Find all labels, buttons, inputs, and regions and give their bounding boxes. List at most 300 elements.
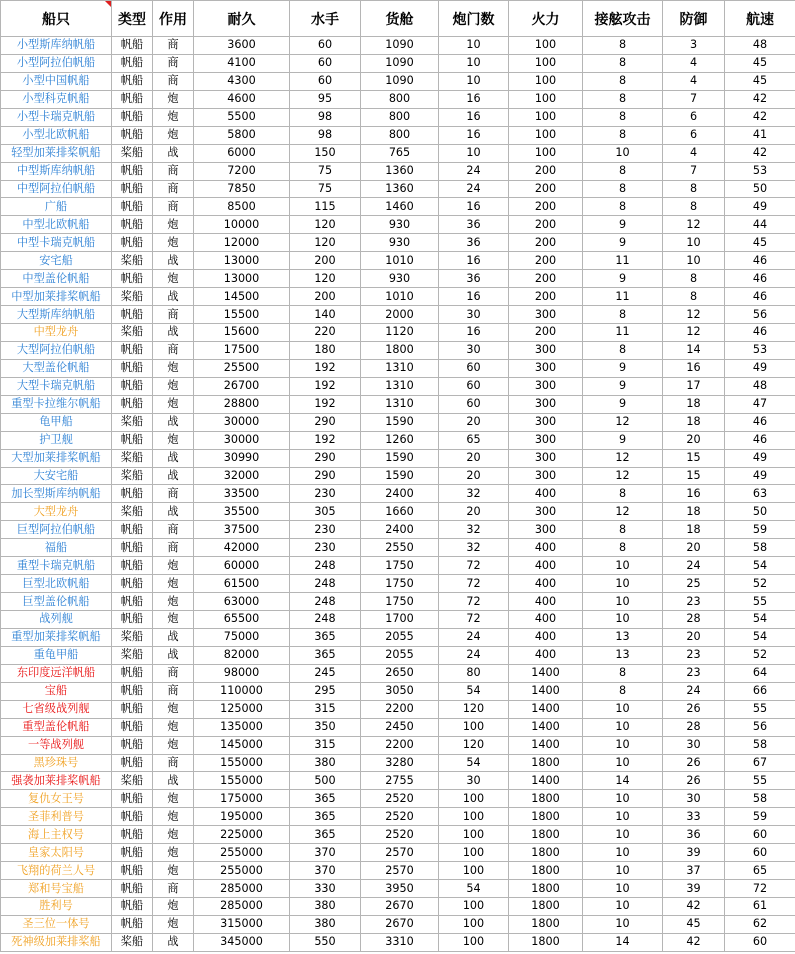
cell-type[interactable]: 帆船 [112, 377, 153, 395]
cell-speed[interactable]: 58 [725, 539, 795, 557]
cell-sailors[interactable]: 330 [290, 880, 361, 898]
cell-durability[interactable]: 13000 [194, 252, 290, 270]
cell-role[interactable]: 炮 [153, 611, 194, 629]
cell-gunports[interactable]: 16 [439, 126, 509, 144]
cell-role[interactable]: 商 [153, 54, 194, 72]
cell-sailors[interactable]: 60 [290, 72, 361, 90]
cell-firepower[interactable]: 300 [509, 467, 583, 485]
cell-ship-name[interactable]: 黑珍珠号 [1, 754, 112, 772]
cell-speed[interactable]: 46 [725, 252, 795, 270]
cell-type[interactable]: 帆船 [112, 808, 153, 826]
cell-defense[interactable]: 28 [663, 718, 725, 736]
cell-ship-name[interactable]: 福船 [1, 539, 112, 557]
cell-cargo[interactable]: 800 [361, 90, 439, 108]
cell-firepower[interactable]: 400 [509, 485, 583, 503]
cell-cargo[interactable]: 2570 [361, 862, 439, 880]
cell-cargo[interactable]: 3050 [361, 682, 439, 700]
cell-speed[interactable]: 55 [725, 700, 795, 718]
cell-speed[interactable]: 49 [725, 467, 795, 485]
cell-firepower[interactable]: 200 [509, 288, 583, 306]
cell-type[interactable]: 帆船 [112, 826, 153, 844]
cell-gunports[interactable]: 30 [439, 341, 509, 359]
cell-durability[interactable]: 65500 [194, 611, 290, 629]
cell-cargo[interactable]: 1090 [361, 37, 439, 55]
cell-defense[interactable]: 18 [663, 413, 725, 431]
cell-type[interactable]: 帆船 [112, 790, 153, 808]
cell-boarding[interactable]: 9 [583, 216, 663, 234]
cell-cargo[interactable]: 1360 [361, 162, 439, 180]
cell-defense[interactable]: 14 [663, 341, 725, 359]
cell-ship-name[interactable]: 小型斯库纳帆船 [1, 37, 112, 55]
cell-sailors[interactable]: 380 [290, 898, 361, 916]
cell-boarding[interactable]: 10 [583, 862, 663, 880]
cell-firepower[interactable]: 100 [509, 126, 583, 144]
cell-cargo[interactable]: 3280 [361, 754, 439, 772]
cell-gunports[interactable]: 32 [439, 485, 509, 503]
cell-ship-name[interactable]: 重型盖伦帆船 [1, 718, 112, 736]
cell-role[interactable]: 战 [153, 144, 194, 162]
cell-cargo[interactable]: 1310 [361, 395, 439, 413]
cell-defense[interactable]: 23 [663, 664, 725, 682]
cell-durability[interactable]: 35500 [194, 503, 290, 521]
cell-defense[interactable]: 26 [663, 772, 725, 790]
header-cargo[interactable] [361, 1, 439, 37]
cell-gunports[interactable]: 100 [439, 790, 509, 808]
cell-gunports[interactable]: 30 [439, 772, 509, 790]
cell-defense[interactable]: 8 [663, 270, 725, 288]
cell-role[interactable]: 炮 [153, 377, 194, 395]
cell-cargo[interactable]: 1590 [361, 413, 439, 431]
cell-type[interactable]: 帆船 [112, 682, 153, 700]
cell-defense[interactable]: 42 [663, 898, 725, 916]
cell-gunports[interactable]: 100 [439, 898, 509, 916]
cell-cargo[interactable]: 800 [361, 126, 439, 144]
cell-defense[interactable]: 16 [663, 485, 725, 503]
cell-durability[interactable]: 315000 [194, 915, 290, 933]
cell-boarding[interactable]: 10 [583, 826, 663, 844]
cell-boarding[interactable]: 8 [583, 341, 663, 359]
cell-ship-name[interactable]: 小型北欧帆船 [1, 126, 112, 144]
cell-speed[interactable]: 53 [725, 341, 795, 359]
header-role[interactable] [153, 1, 194, 37]
cell-defense[interactable]: 24 [663, 557, 725, 575]
cell-firepower[interactable]: 1800 [509, 754, 583, 772]
cell-cargo[interactable]: 1090 [361, 72, 439, 90]
cell-speed[interactable]: 54 [725, 628, 795, 646]
cell-durability[interactable]: 6000 [194, 144, 290, 162]
cell-sailors[interactable]: 365 [290, 826, 361, 844]
cell-defense[interactable]: 39 [663, 844, 725, 862]
cell-type[interactable]: 帆船 [112, 844, 153, 862]
cell-sailors[interactable]: 120 [290, 234, 361, 252]
cell-defense[interactable]: 17 [663, 377, 725, 395]
cell-ship-name[interactable]: 重型卡瑞克帆船 [1, 557, 112, 575]
cell-gunports[interactable]: 60 [439, 395, 509, 413]
cell-type[interactable]: 帆船 [112, 485, 153, 503]
cell-role[interactable]: 炮 [153, 808, 194, 826]
cell-defense[interactable]: 8 [663, 288, 725, 306]
cell-boarding[interactable]: 8 [583, 162, 663, 180]
header-boarding[interactable] [583, 1, 663, 37]
cell-type[interactable]: 桨船 [112, 933, 153, 951]
cell-sailors[interactable]: 192 [290, 377, 361, 395]
cell-sailors[interactable]: 248 [290, 557, 361, 575]
cell-type[interactable]: 桨船 [112, 628, 153, 646]
cell-sailors[interactable]: 380 [290, 915, 361, 933]
cell-cargo[interactable]: 2650 [361, 664, 439, 682]
cell-type[interactable]: 帆船 [112, 718, 153, 736]
cell-firepower[interactable]: 1800 [509, 933, 583, 951]
cell-boarding[interactable]: 12 [583, 449, 663, 467]
cell-gunports[interactable]: 72 [439, 593, 509, 611]
cell-ship-name[interactable]: 小型中国帆船 [1, 72, 112, 90]
cell-sailors[interactable]: 60 [290, 54, 361, 72]
cell-ship-name[interactable]: 宝船 [1, 682, 112, 700]
cell-firepower[interactable]: 300 [509, 449, 583, 467]
cell-ship-name[interactable]: 中型龙舟 [1, 324, 112, 342]
cell-boarding[interactable]: 9 [583, 359, 663, 377]
cell-sailors[interactable]: 365 [290, 646, 361, 664]
cell-ship-name[interactable]: 皇家太阳号 [1, 844, 112, 862]
cell-type[interactable]: 帆船 [112, 216, 153, 234]
cell-firepower[interactable]: 400 [509, 628, 583, 646]
cell-speed[interactable]: 46 [725, 431, 795, 449]
cell-ship-name[interactable]: 郑和号宝船 [1, 880, 112, 898]
cell-speed[interactable]: 67 [725, 754, 795, 772]
cell-boarding[interactable]: 10 [583, 575, 663, 593]
cell-gunports[interactable]: 100 [439, 808, 509, 826]
cell-ship-name[interactable]: 战列舰 [1, 611, 112, 629]
cell-sailors[interactable]: 290 [290, 413, 361, 431]
cell-sailors[interactable]: 500 [290, 772, 361, 790]
cell-firepower[interactable]: 400 [509, 593, 583, 611]
cell-role[interactable]: 炮 [153, 395, 194, 413]
cell-durability[interactable]: 42000 [194, 539, 290, 557]
header-speed[interactable] [725, 1, 795, 37]
cell-firepower[interactable]: 200 [509, 234, 583, 252]
cell-boarding[interactable]: 14 [583, 933, 663, 951]
cell-sailors[interactable]: 98 [290, 108, 361, 126]
cell-speed[interactable]: 65 [725, 862, 795, 880]
cell-durability[interactable]: 285000 [194, 898, 290, 916]
cell-cargo[interactable]: 1800 [361, 341, 439, 359]
cell-firepower[interactable]: 1400 [509, 682, 583, 700]
cell-defense[interactable]: 10 [663, 234, 725, 252]
cell-speed[interactable]: 55 [725, 593, 795, 611]
cell-ship-name[interactable]: 圣菲利普号 [1, 808, 112, 826]
cell-durability[interactable]: 15500 [194, 306, 290, 324]
cell-type[interactable]: 帆船 [112, 198, 153, 216]
cell-sailors[interactable]: 200 [290, 288, 361, 306]
cell-gunports[interactable]: 20 [439, 503, 509, 521]
cell-type[interactable]: 帆船 [112, 341, 153, 359]
cell-gunports[interactable]: 100 [439, 718, 509, 736]
cell-cargo[interactable]: 1310 [361, 377, 439, 395]
cell-type[interactable]: 帆船 [112, 306, 153, 324]
cell-durability[interactable]: 125000 [194, 700, 290, 718]
cell-cargo[interactable]: 1090 [361, 54, 439, 72]
cell-firepower[interactable]: 1400 [509, 700, 583, 718]
cell-boarding[interactable]: 10 [583, 790, 663, 808]
cell-ship-name[interactable]: 轻型加莱排桨帆船 [1, 144, 112, 162]
cell-sailors[interactable]: 95 [290, 90, 361, 108]
cell-sailors[interactable]: 365 [290, 808, 361, 826]
cell-role[interactable]: 炮 [153, 826, 194, 844]
cell-speed[interactable]: 66 [725, 682, 795, 700]
header-durability[interactable] [194, 1, 290, 37]
header-defense[interactable] [663, 1, 725, 37]
cell-gunports[interactable]: 100 [439, 862, 509, 880]
cell-defense[interactable]: 20 [663, 628, 725, 646]
cell-cargo[interactable]: 2200 [361, 736, 439, 754]
cell-ship-name[interactable]: 小型科克帆船 [1, 90, 112, 108]
cell-boarding[interactable]: 8 [583, 108, 663, 126]
cell-sailors[interactable]: 365 [290, 628, 361, 646]
cell-defense[interactable]: 37 [663, 862, 725, 880]
cell-sailors[interactable]: 192 [290, 359, 361, 377]
cell-durability[interactable]: 7200 [194, 162, 290, 180]
cell-ship-name[interactable]: 海上主权号 [1, 826, 112, 844]
cell-firepower[interactable]: 300 [509, 377, 583, 395]
cell-defense[interactable]: 18 [663, 395, 725, 413]
cell-ship-name[interactable]: 安宅船 [1, 252, 112, 270]
cell-speed[interactable]: 49 [725, 198, 795, 216]
cell-ship-name[interactable]: 小型阿拉伯帆船 [1, 54, 112, 72]
cell-gunports[interactable]: 24 [439, 180, 509, 198]
cell-gunports[interactable]: 120 [439, 700, 509, 718]
cell-defense[interactable]: 24 [663, 682, 725, 700]
cell-speed[interactable]: 62 [725, 915, 795, 933]
cell-role[interactable]: 炮 [153, 216, 194, 234]
cell-ship-name[interactable]: 龟甲船 [1, 413, 112, 431]
cell-ship-name[interactable]: 中型加莱排桨帆船 [1, 288, 112, 306]
cell-type[interactable]: 桨船 [112, 467, 153, 485]
cell-role[interactable]: 炮 [153, 234, 194, 252]
cell-boarding[interactable]: 9 [583, 377, 663, 395]
cell-speed[interactable]: 58 [725, 790, 795, 808]
cell-sailors[interactable]: 315 [290, 736, 361, 754]
cell-defense[interactable]: 8 [663, 198, 725, 216]
cell-role[interactable]: 战 [153, 933, 194, 951]
cell-firepower[interactable]: 200 [509, 180, 583, 198]
cell-firepower[interactable]: 1800 [509, 915, 583, 933]
cell-boarding[interactable]: 8 [583, 54, 663, 72]
cell-durability[interactable]: 28800 [194, 395, 290, 413]
cell-speed[interactable]: 52 [725, 575, 795, 593]
cell-firepower[interactable]: 400 [509, 646, 583, 664]
cell-boarding[interactable]: 10 [583, 754, 663, 772]
cell-cargo[interactable]: 930 [361, 216, 439, 234]
cell-firepower[interactable]: 400 [509, 575, 583, 593]
cell-durability[interactable]: 225000 [194, 826, 290, 844]
cell-type[interactable]: 桨船 [112, 449, 153, 467]
cell-ship-name[interactable]: 重型加莱排桨帆船 [1, 628, 112, 646]
cell-ship-name[interactable]: 大型阿拉伯帆船 [1, 341, 112, 359]
cell-speed[interactable]: 61 [725, 898, 795, 916]
cell-role[interactable]: 战 [153, 646, 194, 664]
cell-ship-name[interactable]: 中型北欧帆船 [1, 216, 112, 234]
cell-ship-name[interactable]: 广船 [1, 198, 112, 216]
cell-speed[interactable]: 46 [725, 324, 795, 342]
cell-defense[interactable]: 4 [663, 144, 725, 162]
cell-firepower[interactable]: 200 [509, 198, 583, 216]
cell-type[interactable]: 帆船 [112, 862, 153, 880]
cell-type[interactable]: 帆船 [112, 754, 153, 772]
cell-type[interactable]: 帆船 [112, 880, 153, 898]
cell-speed[interactable]: 64 [725, 664, 795, 682]
cell-boarding[interactable]: 10 [583, 808, 663, 826]
cell-sailors[interactable]: 315 [290, 700, 361, 718]
cell-type[interactable]: 帆船 [112, 898, 153, 916]
cell-speed[interactable]: 59 [725, 808, 795, 826]
cell-firepower[interactable]: 1800 [509, 880, 583, 898]
cell-durability[interactable]: 4300 [194, 72, 290, 90]
cell-firepower[interactable]: 300 [509, 521, 583, 539]
cell-sailors[interactable]: 248 [290, 593, 361, 611]
cell-cargo[interactable]: 930 [361, 234, 439, 252]
cell-role[interactable]: 炮 [153, 862, 194, 880]
cell-type[interactable]: 桨船 [112, 413, 153, 431]
cell-speed[interactable]: 42 [725, 144, 795, 162]
cell-defense[interactable]: 4 [663, 54, 725, 72]
cell-speed[interactable]: 46 [725, 270, 795, 288]
cell-cargo[interactable]: 2000 [361, 306, 439, 324]
cell-type[interactable]: 桨船 [112, 288, 153, 306]
cell-defense[interactable]: 30 [663, 736, 725, 754]
cell-boarding[interactable]: 14 [583, 772, 663, 790]
cell-sailors[interactable]: 230 [290, 521, 361, 539]
cell-sailors[interactable]: 180 [290, 341, 361, 359]
cell-role[interactable]: 战 [153, 252, 194, 270]
cell-firepower[interactable]: 1800 [509, 808, 583, 826]
cell-speed[interactable]: 55 [725, 772, 795, 790]
cell-cargo[interactable]: 2055 [361, 646, 439, 664]
cell-role[interactable]: 炮 [153, 575, 194, 593]
cell-role[interactable]: 商 [153, 180, 194, 198]
cell-sailors[interactable]: 75 [290, 162, 361, 180]
cell-ship-name[interactable]: 大型盖伦帆船 [1, 359, 112, 377]
cell-firepower[interactable]: 200 [509, 216, 583, 234]
cell-role[interactable]: 炮 [153, 431, 194, 449]
cell-firepower[interactable]: 1800 [509, 790, 583, 808]
cell-cargo[interactable]: 1010 [361, 288, 439, 306]
cell-durability[interactable]: 285000 [194, 880, 290, 898]
cell-ship-name[interactable]: 中型盖伦帆船 [1, 270, 112, 288]
cell-defense[interactable]: 7 [663, 90, 725, 108]
header-firepower[interactable] [509, 1, 583, 37]
cell-gunports[interactable]: 16 [439, 90, 509, 108]
cell-role[interactable]: 商 [153, 341, 194, 359]
cell-durability[interactable]: 255000 [194, 844, 290, 862]
cell-firepower[interactable]: 300 [509, 341, 583, 359]
cell-role[interactable]: 商 [153, 37, 194, 55]
cell-durability[interactable]: 82000 [194, 646, 290, 664]
cell-gunports[interactable]: 54 [439, 682, 509, 700]
cell-role[interactable]: 战 [153, 772, 194, 790]
cell-role[interactable]: 炮 [153, 898, 194, 916]
cell-boarding[interactable]: 10 [583, 844, 663, 862]
cell-defense[interactable]: 25 [663, 575, 725, 593]
cell-firepower[interactable]: 100 [509, 108, 583, 126]
cell-durability[interactable]: 33500 [194, 485, 290, 503]
cell-role[interactable]: 炮 [153, 593, 194, 611]
cell-cargo[interactable]: 2670 [361, 915, 439, 933]
cell-sailors[interactable]: 230 [290, 485, 361, 503]
cell-boarding[interactable]: 9 [583, 431, 663, 449]
cell-durability[interactable]: 8500 [194, 198, 290, 216]
cell-speed[interactable]: 46 [725, 413, 795, 431]
cell-type[interactable]: 帆船 [112, 395, 153, 413]
cell-cargo[interactable]: 2520 [361, 826, 439, 844]
cell-gunports[interactable]: 20 [439, 413, 509, 431]
cell-ship-name[interactable]: 七省级战列舰 [1, 700, 112, 718]
cell-cargo[interactable]: 1700 [361, 611, 439, 629]
cell-ship-name[interactable]: 复仇女王号 [1, 790, 112, 808]
cell-speed[interactable]: 45 [725, 234, 795, 252]
cell-type[interactable]: 帆船 [112, 234, 153, 252]
cell-sailors[interactable]: 290 [290, 449, 361, 467]
cell-firepower[interactable]: 400 [509, 611, 583, 629]
cell-boarding[interactable]: 8 [583, 664, 663, 682]
cell-sailors[interactable]: 120 [290, 216, 361, 234]
cell-gunports[interactable]: 60 [439, 377, 509, 395]
cell-cargo[interactable]: 2520 [361, 808, 439, 826]
cell-cargo[interactable]: 1010 [361, 252, 439, 270]
cell-role[interactable]: 战 [153, 503, 194, 521]
cell-cargo[interactable]: 1310 [361, 359, 439, 377]
cell-speed[interactable]: 63 [725, 485, 795, 503]
cell-durability[interactable]: 5500 [194, 108, 290, 126]
cell-gunports[interactable]: 16 [439, 108, 509, 126]
cell-boarding[interactable]: 11 [583, 288, 663, 306]
cell-cargo[interactable]: 1590 [361, 449, 439, 467]
cell-type[interactable]: 桨船 [112, 144, 153, 162]
cell-ship-name[interactable]: 护卫舰 [1, 431, 112, 449]
cell-defense[interactable]: 28 [663, 611, 725, 629]
cell-cargo[interactable]: 2670 [361, 898, 439, 916]
cell-gunports[interactable]: 54 [439, 880, 509, 898]
cell-durability[interactable]: 30000 [194, 431, 290, 449]
cell-role[interactable]: 商 [153, 521, 194, 539]
cell-role[interactable]: 商 [153, 664, 194, 682]
cell-firepower[interactable]: 100 [509, 72, 583, 90]
cell-role[interactable]: 商 [153, 539, 194, 557]
cell-defense[interactable]: 15 [663, 449, 725, 467]
cell-speed[interactable]: 45 [725, 72, 795, 90]
cell-firepower[interactable]: 1400 [509, 736, 583, 754]
cell-durability[interactable]: 3600 [194, 37, 290, 55]
cell-speed[interactable]: 52 [725, 646, 795, 664]
cell-type[interactable]: 帆船 [112, 539, 153, 557]
cell-type[interactable]: 帆船 [112, 72, 153, 90]
cell-defense[interactable]: 20 [663, 431, 725, 449]
cell-gunports[interactable]: 100 [439, 844, 509, 862]
cell-firepower[interactable]: 300 [509, 503, 583, 521]
cell-defense[interactable]: 18 [663, 503, 725, 521]
cell-defense[interactable]: 39 [663, 880, 725, 898]
cell-defense[interactable]: 6 [663, 126, 725, 144]
cell-boarding[interactable]: 10 [583, 144, 663, 162]
cell-role[interactable]: 炮 [153, 700, 194, 718]
cell-durability[interactable]: 10000 [194, 216, 290, 234]
cell-boarding[interactable]: 8 [583, 72, 663, 90]
cell-firepower[interactable]: 1800 [509, 826, 583, 844]
cell-speed[interactable]: 72 [725, 880, 795, 898]
cell-gunports[interactable]: 16 [439, 198, 509, 216]
cell-ship-name[interactable]: 中型斯库纳帆船 [1, 162, 112, 180]
cell-role[interactable]: 商 [153, 485, 194, 503]
cell-gunports[interactable]: 65 [439, 431, 509, 449]
